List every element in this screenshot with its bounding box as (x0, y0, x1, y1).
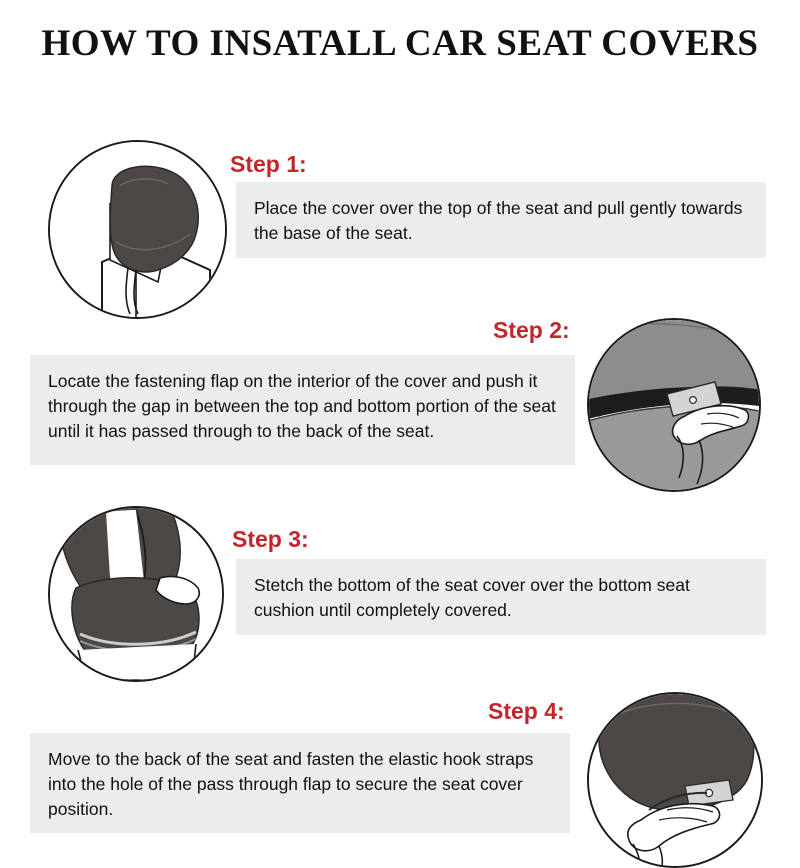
step-2-text (30, 355, 575, 465)
step-4-label: Step 4: (488, 698, 565, 724)
fastening-flap-through-gap-icon (589, 320, 759, 490)
step-2-illustration (587, 318, 761, 492)
fasten-elastic-hook-straps-icon (589, 694, 761, 866)
step-1-illustration (48, 140, 227, 319)
step-1-text (236, 182, 766, 258)
page-title: HOW TO INSATALL CAR SEAT COVERS (41, 23, 759, 64)
step-4-illustration (587, 692, 763, 868)
stretch-bottom-cushion-icon (50, 508, 222, 680)
step-2-label: Step 2: (493, 317, 570, 343)
step-4-body: Move to the back of the seat and fasten the elastic hook straps into the hole of the pass through flap to secure the seat cover position. (48, 749, 534, 819)
step-1-label: Step 1: (230, 151, 307, 177)
step-3-label: Step 3: (232, 526, 309, 552)
step-4-text (30, 733, 570, 833)
step-1-body: Place the cover over the top of the seat and pull gently towards the base of the seat. (254, 198, 743, 243)
step-3-text (236, 559, 766, 635)
step-3-body: Stetch the bottom of the seat cover over the bottom seat cushion until completely covered. (254, 575, 690, 620)
step-3-illustration (48, 506, 224, 682)
step-2-body: Locate the fastening flap on the interior of the cover and push it through the gap in between the top and bottom portion of the seat until it has passed through to the back of the seat. (48, 371, 556, 441)
seat-cover-over-top-icon (50, 142, 225, 317)
